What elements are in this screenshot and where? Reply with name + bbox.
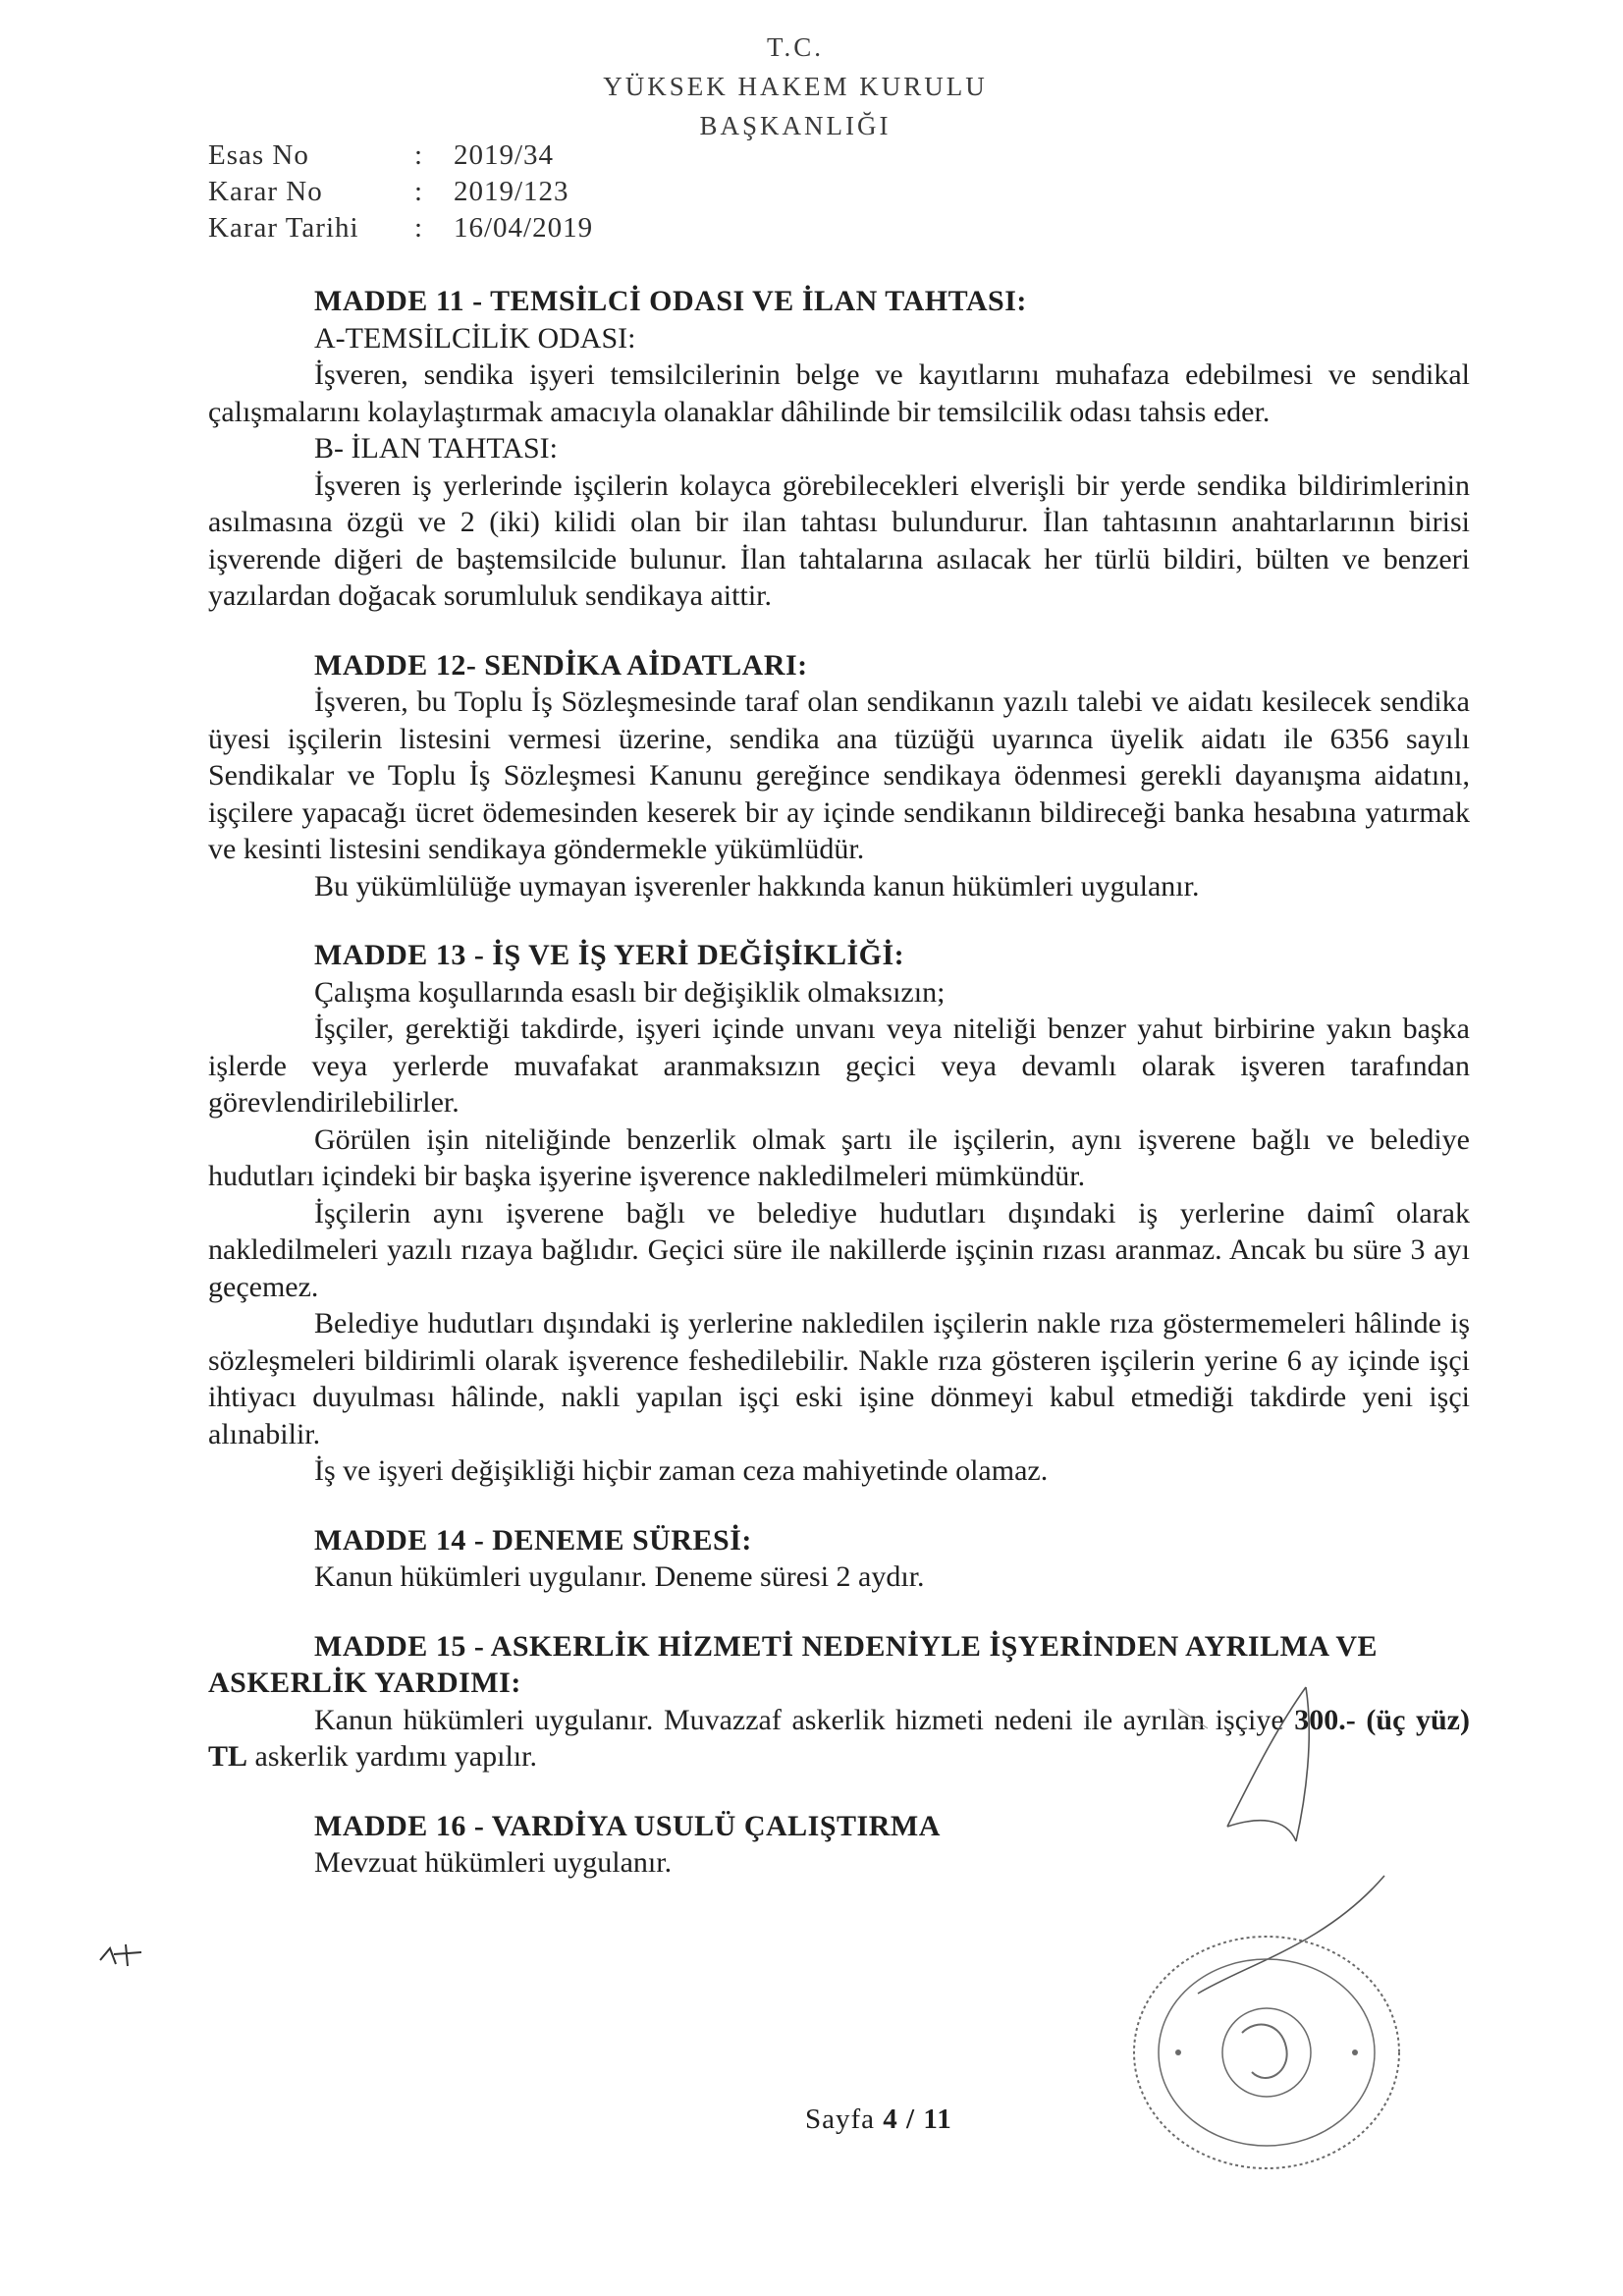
karar-no-row [208,174,593,210]
karar-tarihi-value: 16/04/2019 [454,212,594,244]
madde-13-paragraph-2: İşçiler, gerektiği takdirde, işyeri içinde unvanı veya niteliği benzer yahut birbirine yakın başka işlerde veya yerlerde muvafakat aranmaksızın geçici veya devamlı olarak işveren tarafından görevlendirilebilirler. [208,1012,1470,1119]
madde-11-paragraph-a: İşveren, sendika işyeri temsilcilerinin belge ve kayıtlarını muhafaza edebilmesi ve sendikal çalışmalarını kolaylaştırmak amacıyla olanaklar dâhilinde bir temsilcilik odası tahsis eder. [208,358,1470,428]
madde-16-title: MADDE 16 - VARDİYA USULÜ ÇALIŞTIRMA [314,1809,941,1842]
madde-12-title: MADDE 12- SENDİKA AİDATLARI: [314,648,808,682]
official-seal-icon [1119,1925,1414,2180]
madde-13-paragraph-3: Görülen işin niteliğinde benzerlik olmak şartı ile işçilerin, aynı işverene bağlı ve belediye hudutları içindeki bir başka işyerine işverence nakledilmeleri mümkündür. [208,1122,1470,1192]
page-number [805,2104,952,2136]
karar-tarihi-label: Karar Tarihi [208,212,359,244]
separator: : [414,176,423,207]
madde-13-paragraph-6: İş ve işyeri değişikliği hiçbir zaman ceza mahiyetinde olamaz. [314,1454,1049,1487]
initial-mark-icon [96,1941,145,1970]
case-metadata [208,137,593,246]
header-line-presidency: BAŞKANLIĞI [699,111,892,140]
madde-13-paragraph-4: İşçilerin aynı işverene bağlı ve belediye hudutları dışındaki iş yerlerine daimî olarak nakledilmeleri yazılı rızaya bağlıdır. Geçici süre ile nakillerde işçinin rızası aranmaz. Ancak bu süre 3 ayı geçemez. [208,1196,1470,1303]
page-number-value: 4 / 11 [883,2104,952,2135]
madde-15-text-a: Kanun hükümleri uygulanır. Muvazzaf askerlik hizmeti nedeni ile ayrılan işçiye [314,1703,1295,1736]
madde-11-subheading-b: B- İLAN TAHTASI: [314,432,558,465]
madde-11-paragraph-b: İşveren iş yerlerinde işçilerin kolayca görebilecekleri elverişli bir yerde sendika bildirimlerinin asılmasına özgü ve 2 (iki) kilidi olan bir ilan tahtası bulundurur. İlan tahtasının anahtarlarının birisi işverende diğeri de baştemsilcide bulunur. İlan tahtalarına asılacak her türlü bildiri, bülten ve benzeri yazılardan doğacak sorumluluk sendikaya aittir. [208,468,1470,612]
madde-16-paragraph-1: Mevzuat hükümleri uygulanır. [314,1846,673,1879]
madde-14-title: MADDE 14 - DENEME SÜRESİ: [314,1523,752,1557]
karar-tarihi-row [208,210,593,246]
header-line-institution: YÜKSEK HAKEM KURULU [603,72,988,101]
page-prefix: Sayfa [805,2104,884,2135]
esas-no-value: 2019/34 [454,139,555,171]
madde-11-title: MADDE 11 - TEMSİLCİ ODASI VE İLAN TAHTASI: [314,285,1027,317]
madde-13-paragraph-5: Belediye hudutları dışındaki iş yerlerine nakledilen işçilerin nakle rıza göstermemeleri hâlinde iş sözleşmeleri bildirimli olarak işverence feshedilebilir. Nakle rıza gösteren işçilerin yerine 6 ay içinde işçi ihtiyacı duyulması hâlinde, nakli yapılan işçi eski işine dönmeyi kabul etmediği takdirde yeni işçi alınabilir. [208,1307,1470,1450]
separator: : [414,139,423,171]
esas-no-row [208,137,593,174]
madde-15-title: MADDE 15 - ASKERLİK HİZMETİ NEDENİYLE İŞYERİNDEN AYRILMA VE ASKERLİK YARDIMI: [208,1629,1379,1699]
esas-no-label: Esas No [208,139,309,171]
madde-15-text-b: askerlik yardımı yapılır. [247,1740,537,1773]
karar-no-label: Karar No [208,176,323,207]
madde-12-paragraph-2: Bu yükümlülüğe uymayan işverenler hakkında kanun hükümleri uygulanır. [314,869,1200,902]
madde-12-paragraph-1: İşveren, bu Toplu İş Sözleşmesinde taraf olan sendikanın yazılı talebi ve aidatı kesilecek sendika üyesi işçilerin listesini vermesi üzerine, sendika ana tüzüğü uyarınca üyelik aidatı ile 6356 sayılı Sendikalar ve Toplu İş Sözleşmesi Kanunu gereğince sendikaya ödenmesi gerekli dayanışma aidatını, işçilere yapacağı ücret ödemesinden keserek bir ay içinde sendikanın bildireceği banka hesabına yatırmak ve kesinti listesini sendikaya göndermekle yükümlüdür. [208,685,1470,865]
header-line-tc: T.C. [767,32,824,62]
karar-no-value: 2019/123 [454,176,569,207]
madde-13-paragraph-1: Çalışma koşullarında esaslı bir değişiklik olmaksızın; [314,975,946,1009]
madde-14-paragraph-1: Kanun hükümleri uygulanır. Deneme süresi 2 aydır. [314,1560,925,1593]
askerlik-yardimi-amount: 300.- (üç yüz) TL [208,1703,1470,1773]
madde-11-subheading-a: A-TEMSİLCİLİK ODASI: [314,321,636,355]
separator: : [414,212,423,244]
document-header [550,27,1041,145]
document-body [208,283,1470,1882]
madde-13-title: MADDE 13 - İŞ VE İŞ YERİ DEĞİŞİKLİĞİ: [314,939,905,971]
